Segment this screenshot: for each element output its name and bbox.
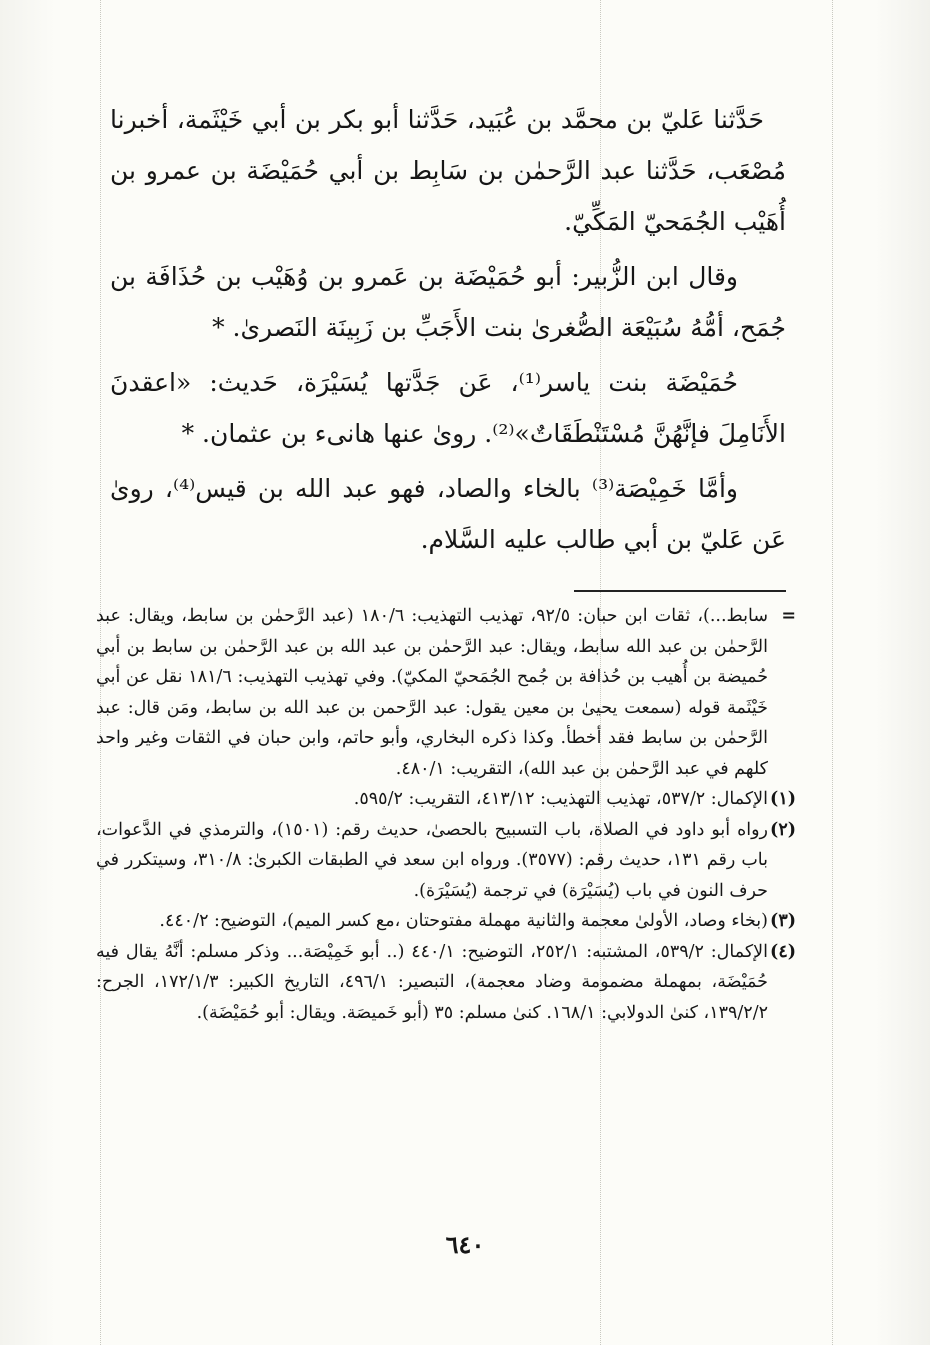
footnote-marker: (٣) [770,911,796,931]
paragraph-ibn-zubair: وقال ابن الزُّبير: أبو حُمَيْضَة بن عَمرو بن وُهَيْب بن حُذَافَة بن جُمَح، أمُّهُ سُبَيْعَة الصُّغرىٰ بنت الأَجَبِّ بن زَبِينَة النَصرىٰ. * [110,262,786,342]
footnote-marker: (٢) [770,819,796,840]
footnote-4 [96,937,796,1029]
page-number: ٦٤٠ [445,1230,485,1259]
footnote-marker: = [781,606,796,626]
footnote-marker: (١) [770,789,796,809]
paragraph-khamisah: وأمَّا خَمِيْصَة⁽³⁾ بالخاء والصاد، فهو عبد الله بن قيس⁽⁴⁾، روىٰ عَن عَليّ بن أبي طالب عليه السَّلام. [110,474,786,554]
footnote-text: سابط...)، ثقات ابن حبان: ٩٢/٥، تهذيب التهذيب: ١٨٠/٦ (عبد الرَّحمٰن بن سابط، ويقال: عبد الرَّحمٰن بن عبد الله سابط، ويقال: عبد الرَّحمٰن بن عبد الله بن عبد الرَّحمٰن بن سابط بن أبي حُميضة بن أُهيب بن حُذافة بن جُمح الجُمَحيّ المكيّ). وفي تهذيب التهذيب: ١٨١/٦ نقل عن أبي خَيْثَمة قوله (سمعت يحيىٰ بن معين يقول: عبد الرَّحمن بن عبد الله بن سابط، ومَن قال: عبد الرَّحمٰن بن سابط فقد أخطأ. وكذا ذكره البخاري، وأبو حاتم، وابن حبان في الثقات وغير واحد كلهم في عبد الرَّحمٰن بن عبد الله)، التقريب: ٤٨٠/١. [96,606,769,779]
footnote-1 [96,784,796,815]
footnote-separator [574,590,786,592]
footnote-text: الإكمال: ٥٣٩/٢، المشتبه: ٢٥٢/١، التوضيح: ٤٤٠/١ (.. أبو خَمِيْصَة... وذكر مسلم: أنَّهُ يقال فيه حُمَيْضَة، بمهملة مضمومة وضاد معجمة)، التبصير: ٤٩٦/١، التاريخ الكبير: ١٧٢/١/٣، الجرح: ١٣٩/٢/٢، كنىٰ الدولابي: ١٦٨/١. كنىٰ مسلم: ٣٥ (أبو خَميصَة. ويقال: أبو حُمَيْضَة). [96,941,769,1023]
footnote-3 [96,906,796,937]
main-text [110,94,786,569]
paragraph-humaydah: حُمَيْضَة بنت ياسر⁽¹⁾، عَن جَدَّتها يُسَيْرَة، حَديث: «اعقدنَ الأَنَامِلَ فإنَّهُنَّ مُسْتَنْطَقَاتٌ»⁽²⁾. روىٰ عنها هانىء بن عثمان. * [110,368,786,448]
footnote-text: رواه أبو داود في الصلاة، باب التسبيح بالحصىٰ، حديث رقم: (١٥٠١)، والترمذي في الدَّعوات، باب رقم ١٣١، حديث رقم: (٣٥٧٧). ورواه ابن سعد في الطبقات الكبرىٰ: ٣١٠/٨، وسيتكرر في حرف النون في باب (يُسَيْرَة) في ترجمة (يُسَيْرَة). [96,819,769,901]
scan-fold-line [832,0,833,1345]
footnote-continued [96,601,796,784]
footnote-text: (بخاء وصاد، الأولىٰ معجمة والثانية مهملة مفتوحتان ،مع كسر الميم)، التوضيح: ٤٤٠/٢. [159,911,768,931]
footnote-2 [96,815,796,907]
footnotes [96,601,796,1028]
paragraph-isnad: حَدَّثنا عَليّ بن محمَّد بن عُبَيد، حَدَّثنا أبو بكر بن أبي خَيْثَمة، أخبرنا مُصْعَب، حَدَّثنا عبد الرَّحمٰن بن سَابِط بن أبي حُمَيْضَة بن عمرو بن أُهَيْب الجُمَحيّ المَكِّيّ. [110,105,786,236]
footnote-text: الإكمال: ٥٣٧/٢، تهذيب التهذيب: ٤١٣/١٢، التقريب: ٥٩٥/٢. [353,789,768,809]
footnote-marker: (٤) [770,941,796,962]
